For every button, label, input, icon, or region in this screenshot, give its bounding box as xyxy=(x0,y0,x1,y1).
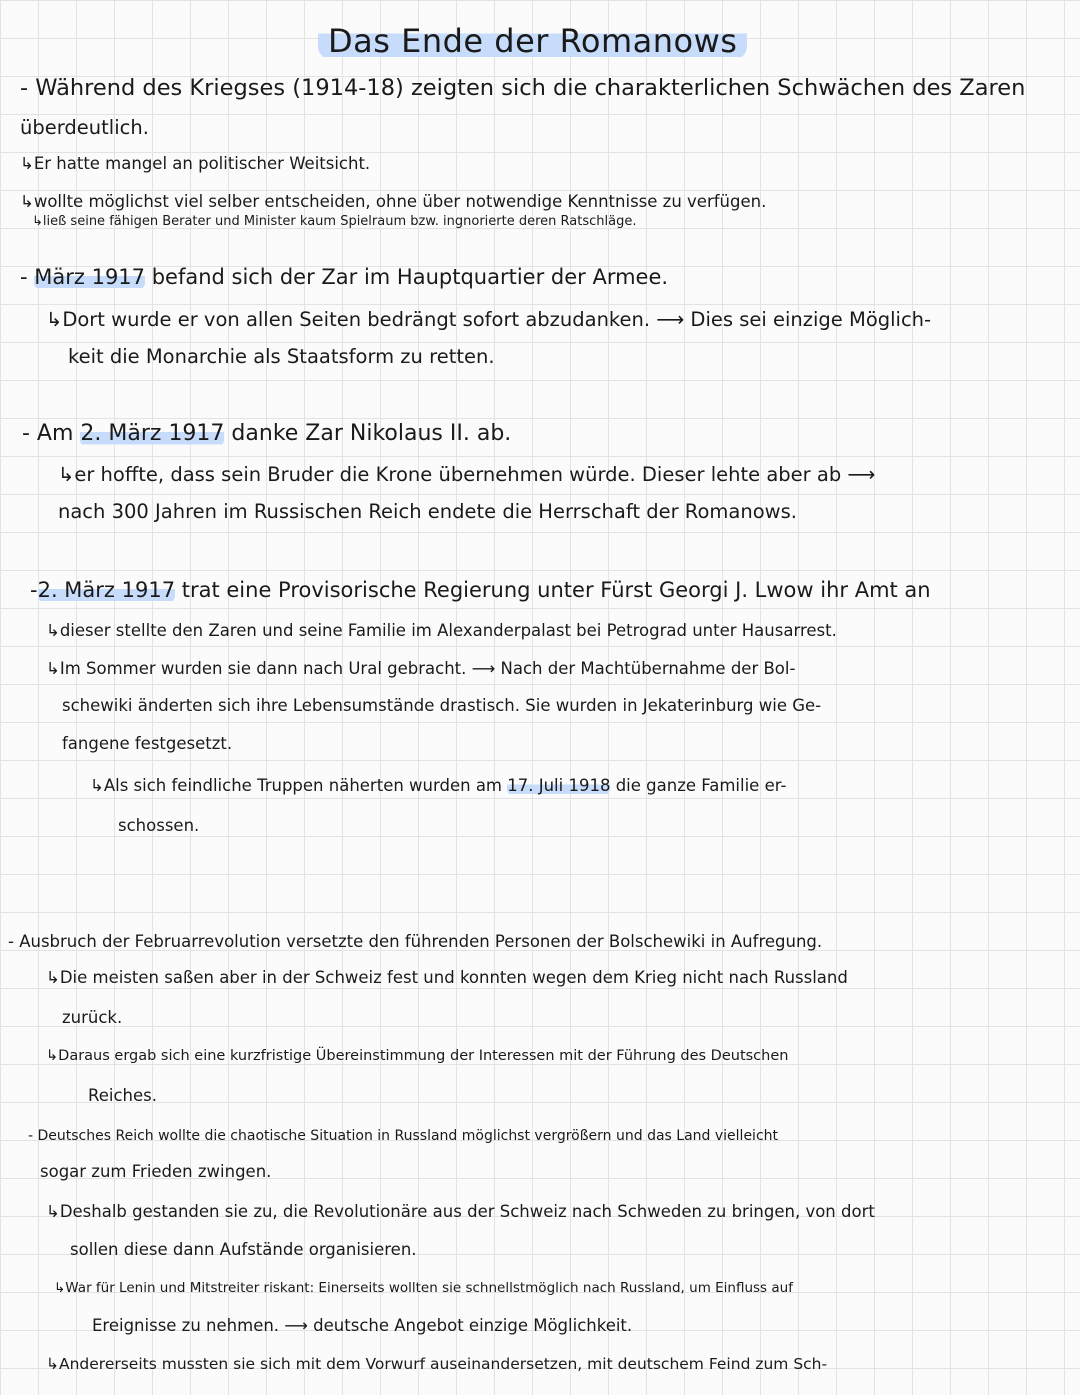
line-text: trat eine Provisorische Regierung unter Fürst Georgi J. Lwow ihr Amt an xyxy=(175,578,931,602)
paragraph-line: - Ausbruch der Februarrevolution versetzte den führenden Personen der Bolschewiki in Aufregung. xyxy=(8,932,823,951)
bullet-line: ↳Die meisten saßen aber in der Schweiz fest und konnten wegen dem Krieg nicht nach Russland xyxy=(46,968,848,987)
bullet-line: ↳Dort wurde er von allen Seiten bedrängt sofort abzudanken. ⟶ Dies sei einzige Möglich- xyxy=(46,308,932,331)
bullet-line: ↳er hoffte, dass sein Bruder die Krone übernehmen würde. Dieser lehte aber ab ⟶ xyxy=(58,463,876,486)
paragraph-line: keit die Monarchie als Staatsform zu retten. xyxy=(68,345,495,368)
paragraph-line: nach 300 Jahren im Russischen Reich endete die Herrschaft der Romanows. xyxy=(58,500,797,523)
highlighted-date: 17. Juli 1918 xyxy=(507,776,611,795)
paragraph-line xyxy=(22,420,511,448)
line-prefix: - xyxy=(30,578,38,602)
bullet-line: ↳War für Lenin und Mitstreiter riskant: Einerseits wollten sie schnellstmöglich nach Russland, um Einfluss auf xyxy=(54,1280,793,1296)
bullet-line xyxy=(90,772,786,800)
paragraph-line xyxy=(20,263,668,291)
paragraph-line: - Deutsches Reich wollte die chaotische Situation in Russland möglichst vergrößern und das Land vielleicht xyxy=(28,1128,779,1144)
paragraph-line: Ereignisse zu nehmen. ⟶ deutsche Angebot einzige Möglichkeit. xyxy=(92,1316,633,1335)
paragraph-line: fangene festgesetzt. xyxy=(62,734,233,753)
paragraph-line: schewiki änderten sich ihre Lebensumstände drastisch. Sie wurden in Jekaterinburg wie Ge- xyxy=(62,696,822,715)
bullet-line: ↳Andererseits mussten sie sich mit dem Vorwurf auseinandersetzen, mit deutschem Feind zum Sch- xyxy=(46,1355,828,1373)
bullet-line: ↳Daraus ergab sich eine kurzfristige Übereinstimmung der Interessen mit der Führung des Deutschen xyxy=(46,1048,789,1064)
paragraph-line: - Während des Kriegses (1914-18) zeigten sich die charakterlichen Schwächen des Zaren xyxy=(20,75,1026,101)
page-title: Das Ende der Romanows xyxy=(318,22,747,60)
paragraph-line xyxy=(30,576,931,604)
line-text: befand sich der Zar im Hauptquartier der Armee. xyxy=(145,265,669,289)
paragraph-line: Reiches. xyxy=(88,1086,157,1105)
line-prefix: - Am xyxy=(22,421,81,446)
bullet-line: ↳Er hatte mangel an politischer Weitsicht. xyxy=(20,154,371,173)
paragraph-line: zurück. xyxy=(62,1008,123,1027)
line-prefix: - xyxy=(20,265,35,289)
bullet-line: ↳Deshalb gestanden sie zu, die Revolutionäre aus der Schweiz nach Schweden zu bringen, von dort xyxy=(46,1202,875,1221)
paragraph-line: sogar zum Frieden zwingen. xyxy=(40,1162,272,1181)
highlighted-date: 2. März 1917 xyxy=(80,421,225,446)
line-text: danke Zar Nikolaus II. ab. xyxy=(224,421,512,446)
line-text: ↳Als sich feindliche Truppen näherten wurden am xyxy=(90,776,508,795)
paragraph-line: schossen. xyxy=(118,816,200,835)
line-text: die ganze Familie er- xyxy=(610,776,787,795)
paragraph-line: sollen diese dann Aufstände organisieren. xyxy=(70,1240,417,1259)
bullet-line: ↳ließ seine fähigen Berater und Minister kaum Spielraum bzw. ingnorierte deren Ratschläge. xyxy=(32,214,637,229)
highlighted-date: 2. März 1917 xyxy=(37,578,176,602)
bullet-line: ↳dieser stellte den Zaren und seine Familie im Alexanderpalast bei Petrograd unter Hausarrest. xyxy=(46,621,837,640)
bullet-line: ↳Im Sommer wurden sie dann nach Ural gebracht. ⟶ Nach der Machtübernahme der Bol- xyxy=(46,659,796,678)
highlighted-date: März 1917 xyxy=(34,265,146,289)
paragraph-line: überdeutlich. xyxy=(20,116,149,139)
bullet-line: ↳wollte möglichst viel selber entscheiden, ohne über notwendige Kenntnisse zu verfügen. xyxy=(20,192,767,211)
